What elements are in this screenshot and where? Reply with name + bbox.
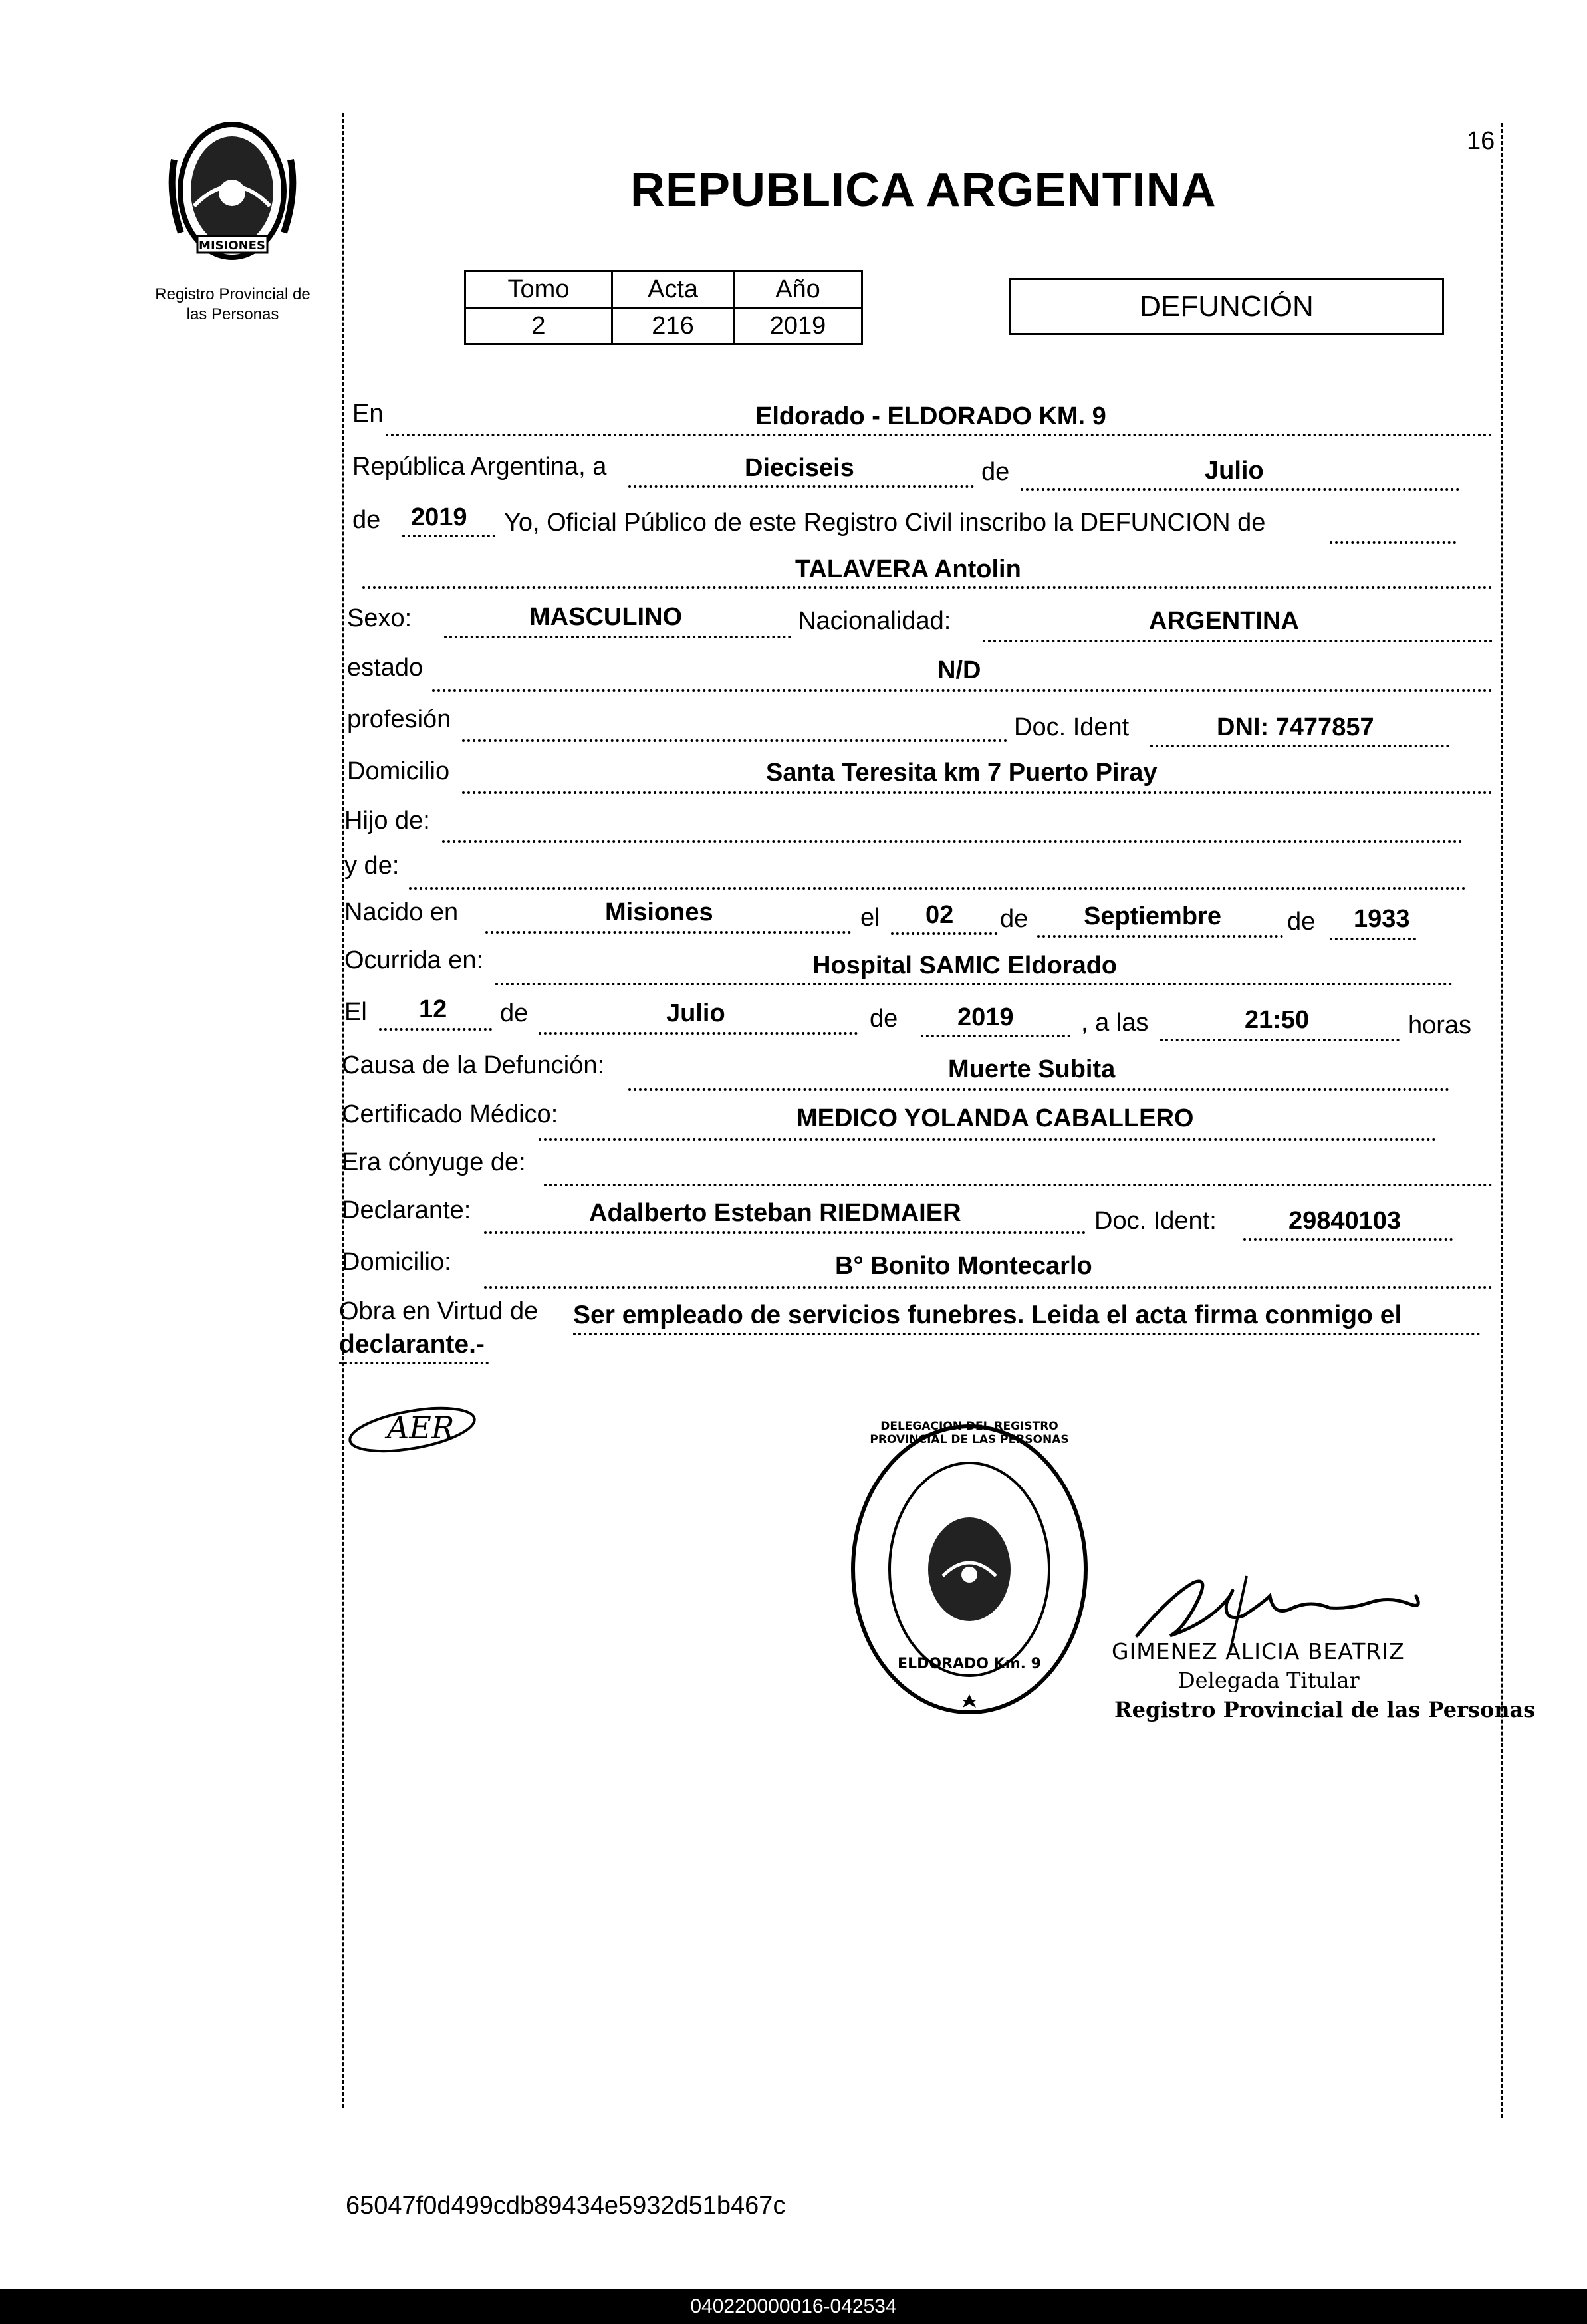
yde-dotted-line: [409, 887, 1466, 890]
record-type-box: DEFUNCIÓN: [1009, 278, 1444, 335]
death-time: 21:50: [1245, 1006, 1310, 1034]
estado-dotted-line: [432, 689, 1493, 692]
doc-value: DNI: 7477857: [1217, 713, 1374, 741]
deceased-name: TALAVERA Antolin: [795, 555, 1021, 583]
birth-day-dotted-line: [891, 932, 997, 935]
nacido-dotted-line: [485, 931, 851, 934]
page-title: REPUBLICA ARGENTINA: [630, 164, 1217, 217]
doc-label: Doc. Ident: [1014, 713, 1130, 741]
sexo-label: Sexo:: [347, 604, 412, 632]
domicilio-value: Santa Teresita km 7 Puerto Piray: [766, 759, 1158, 787]
nacido-value: Misiones: [605, 898, 713, 926]
de-label: de: [981, 458, 1010, 486]
anio-header: Año: [734, 271, 862, 308]
initials-mark: [346, 1396, 489, 1463]
causa-dotted-line: [628, 1088, 1449, 1091]
birth-year-dotted-line: [1330, 938, 1416, 940]
death-month-dotted-line: [539, 1032, 858, 1035]
yde-label: y de:: [344, 852, 400, 880]
acta-value: 216: [612, 308, 734, 344]
registry-name-line1: Registro Provincial de: [155, 285, 310, 303]
domicilio2-dotted-line: [484, 1286, 1493, 1289]
estado-label: estado: [347, 654, 424, 682]
doc2-value: 29840103: [1288, 1207, 1402, 1235]
nacido-label: Nacido en: [344, 898, 459, 926]
day-value: Dieciseis: [745, 454, 854, 482]
domicilio-label: Domicilio: [347, 757, 450, 785]
republica-label: República Argentina, a: [352, 453, 607, 481]
official-role: Delegada Titular: [1178, 1668, 1360, 1693]
official-name: GIMENEZ ALICIA BEATRIZ: [1112, 1638, 1405, 1664]
nacionalidad-label: Nacionalidad:: [798, 607, 951, 635]
domicilio-dotted-line: [462, 791, 1493, 794]
initials-text: AER: [387, 1410, 455, 1446]
acta-header: Acta: [612, 271, 734, 308]
de5-label: de: [500, 999, 529, 1027]
registry-name-line2: las Personas: [186, 305, 279, 323]
official-office: Registro Provincial de las Personas: [1114, 1697, 1536, 1722]
doc-dotted-line: [1150, 745, 1449, 747]
en-dotted-line: [386, 434, 1493, 436]
estado-value: N/D: [937, 656, 981, 684]
el-label: el: [860, 904, 880, 932]
sexo-dotted-line: [444, 636, 791, 638]
tomo-header: Tomo: [465, 271, 612, 308]
birth-month: Septiembre: [1084, 902, 1221, 930]
death-day-dotted-line: [379, 1028, 492, 1031]
obra-value-line2: declarante.-: [339, 1330, 485, 1358]
death-year: 2019: [957, 1003, 1014, 1031]
de4-label: de: [1287, 908, 1316, 936]
de2-label: de: [352, 506, 381, 534]
death-month: Julio: [666, 999, 725, 1027]
stamp-text: DELEGACION DEL REGISTRO PROVINCIAL DE LAS PERSONAS: [870, 1420, 1069, 1446]
ocurrida-value: Hospital SAMIC Eldorado: [812, 952, 1118, 979]
month-value: Julio: [1205, 457, 1264, 485]
horas-label: horas: [1408, 1011, 1472, 1039]
month-dotted-line: [1021, 488, 1459, 491]
el2-label: El: [344, 998, 367, 1026]
ocurrida-dotted-line: [495, 983, 1453, 985]
domicilio2-label: Domicilio:: [342, 1248, 451, 1276]
official-stamp: [843, 1416, 1096, 1722]
document-hash: 65047f0d499cdb89434e5932d51b467c: [346, 2192, 786, 2220]
obra-label: Obra en Virtud de: [339, 1297, 539, 1325]
conyuge-dotted-line: [544, 1184, 1493, 1186]
declarante-label: Declarante:: [342, 1196, 471, 1224]
profesion-dotted-line: [462, 739, 1007, 742]
profesion-label: profesión: [347, 706, 451, 733]
tomo-value: 2: [465, 308, 612, 344]
en-value: Eldorado - ELDORADO KM. 9: [755, 402, 1106, 430]
death-year-dotted-line: [921, 1035, 1070, 1037]
certificado-value: MEDICO YOLANDA CABALLERO: [796, 1104, 1194, 1132]
certificado-dotted-line: [539, 1138, 1436, 1141]
name-dotted-line: [362, 586, 1493, 589]
hijo-dotted-line: [442, 840, 1463, 843]
birth-day: 02: [925, 901, 954, 929]
year-value: 2019: [411, 503, 467, 531]
statement-dotted-line: [1330, 541, 1456, 544]
misiones-seal: [161, 120, 304, 263]
obra-dotted-line-2: [339, 1362, 489, 1364]
svg-text:MISIONES: MISIONES: [199, 239, 265, 253]
registry-name: [133, 285, 332, 324]
declarante-value: Adalberto Esteban RIEDMAIER: [589, 1199, 961, 1227]
de3-label: de: [1000, 905, 1029, 933]
day-dotted-line: [628, 485, 974, 488]
obra-dotted-line: [573, 1333, 1481, 1335]
causa-label: Causa de la Defunción:: [342, 1051, 605, 1079]
en-label: En: [352, 400, 384, 428]
record-table: [464, 270, 863, 345]
right-margin-line: [1501, 123, 1503, 2118]
certificado-label: Certificado Médico:: [342, 1100, 558, 1128]
doc2-dotted-line: [1243, 1238, 1453, 1241]
death-day: 12: [419, 995, 447, 1023]
nacionalidad-value: ARGENTINA: [1149, 607, 1299, 635]
conyuge-label: Era cónyuge de:: [342, 1148, 526, 1176]
alas-label: , a las: [1081, 1009, 1149, 1037]
declarante-dotted-line: [484, 1231, 1086, 1234]
birth-month-dotted-line: [1037, 935, 1283, 938]
hijo-label: Hijo de:: [344, 807, 430, 835]
footer-barcode-text: 040220000016-042534: [0, 2289, 1587, 2324]
stamp-place: ELDORADO Km. 9: [898, 1656, 1041, 1672]
statement: Yo, Oficial Público de este Registro Civil inscribo la DEFUNCION de: [504, 509, 1266, 537]
birth-year: 1933: [1354, 905, 1410, 933]
death-time-dotted-line: [1160, 1039, 1400, 1041]
year-dotted-line: [402, 535, 495, 537]
ocurrida-label: Ocurrida en:: [344, 946, 484, 974]
sexo-value: MASCULINO: [529, 603, 683, 631]
page-number: 16: [1467, 127, 1495, 155]
de6-label: de: [870, 1005, 898, 1033]
causa-value: Muerte Subita: [948, 1055, 1116, 1083]
nacionalidad-dotted-line: [983, 640, 1493, 642]
obra-value-line1: Ser empleado de servicios funebres. Leida el acta firma conmigo el: [573, 1301, 1402, 1329]
doc2-label: Doc. Ident:: [1094, 1207, 1217, 1235]
anio-value: 2019: [734, 308, 862, 344]
domicilio2-value: B° Bonito Montecarlo: [835, 1252, 1092, 1280]
